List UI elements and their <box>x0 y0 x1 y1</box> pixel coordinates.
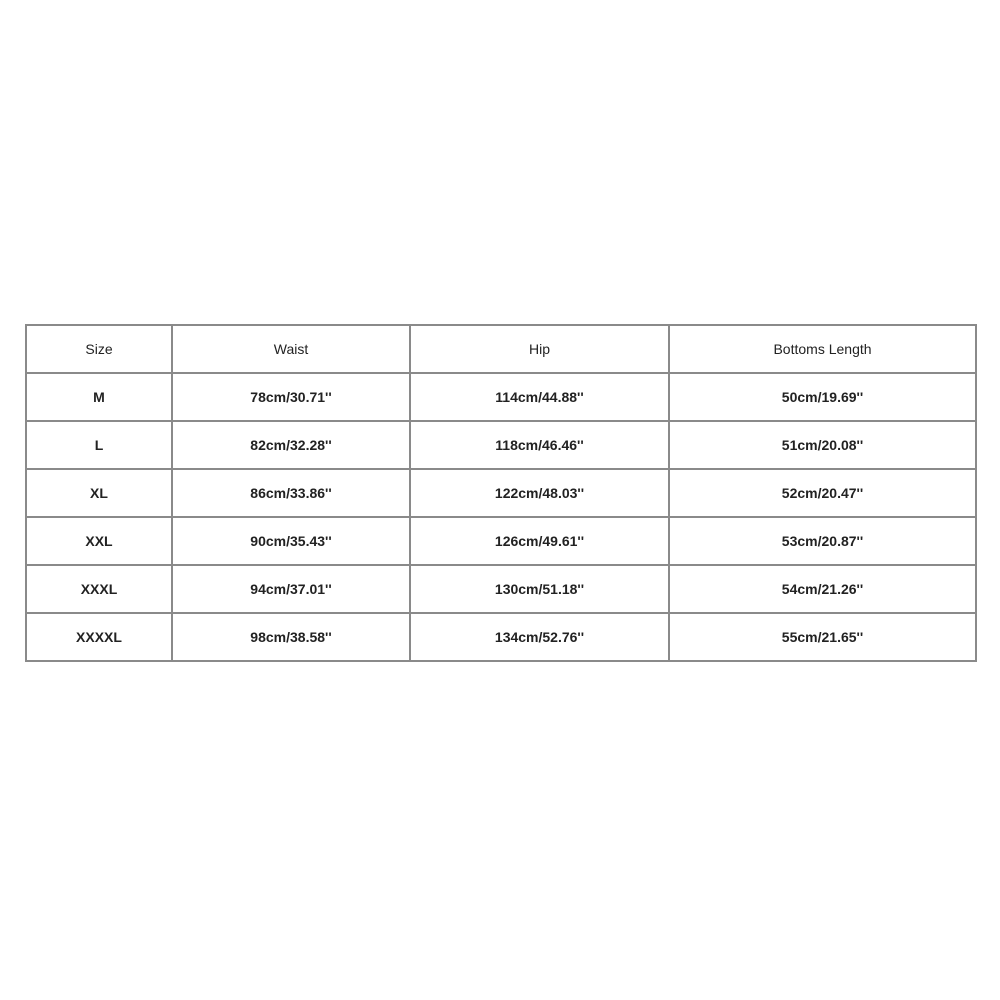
table-header-row <box>26 325 976 373</box>
header-hip: Hip <box>410 325 669 373</box>
cell-waist: 94cm/37.01'' <box>172 565 410 613</box>
cell-bottoms-length: 50cm/19.69'' <box>669 373 976 421</box>
table-row <box>26 565 976 613</box>
header-waist: Waist <box>172 325 410 373</box>
cell-bottoms-length: 51cm/20.08'' <box>669 421 976 469</box>
cell-hip: 126cm/49.61'' <box>410 517 669 565</box>
cell-waist: 98cm/38.58'' <box>172 613 410 661</box>
cell-hip: 114cm/44.88'' <box>410 373 669 421</box>
size-chart-table <box>25 324 977 662</box>
cell-size: XL <box>26 469 172 517</box>
cell-hip: 122cm/48.03'' <box>410 469 669 517</box>
table-row <box>26 373 976 421</box>
cell-hip: 134cm/52.76'' <box>410 613 669 661</box>
table-row <box>26 421 976 469</box>
cell-size: M <box>26 373 172 421</box>
cell-waist: 86cm/33.86'' <box>172 469 410 517</box>
cell-size: XXXL <box>26 565 172 613</box>
cell-hip: 118cm/46.46'' <box>410 421 669 469</box>
cell-bottoms-length: 53cm/20.87'' <box>669 517 976 565</box>
cell-size: XXL <box>26 517 172 565</box>
header-size: Size <box>26 325 172 373</box>
cell-waist: 78cm/30.71'' <box>172 373 410 421</box>
cell-bottoms-length: 55cm/21.65'' <box>669 613 976 661</box>
cell-size: XXXXL <box>26 613 172 661</box>
table-row <box>26 469 976 517</box>
table-row <box>26 613 976 661</box>
header-bottoms-length: Bottoms Length <box>669 325 976 373</box>
table-row <box>26 517 976 565</box>
cell-bottoms-length: 52cm/20.47'' <box>669 469 976 517</box>
cell-waist: 82cm/32.28'' <box>172 421 410 469</box>
cell-hip: 130cm/51.18'' <box>410 565 669 613</box>
cell-bottoms-length: 54cm/21.26'' <box>669 565 976 613</box>
cell-waist: 90cm/35.43'' <box>172 517 410 565</box>
cell-size: L <box>26 421 172 469</box>
